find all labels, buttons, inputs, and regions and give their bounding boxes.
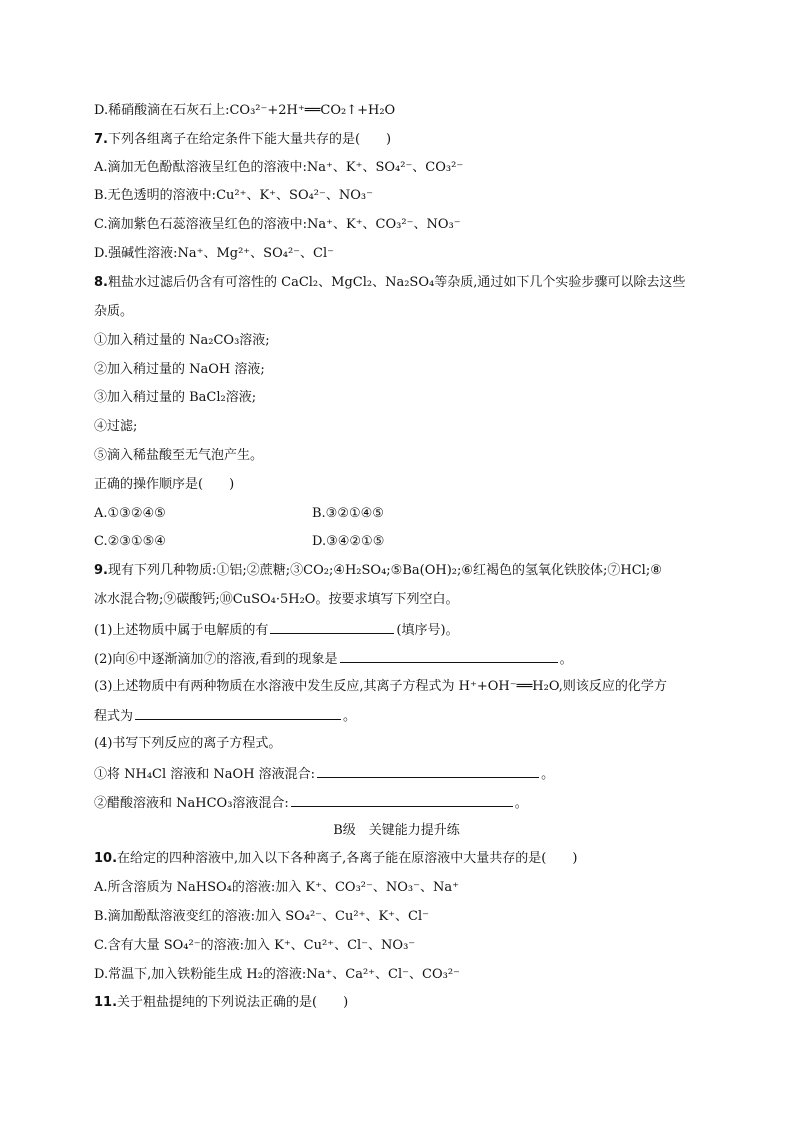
q8-stem-text-1: 粗盐水过滤后仍含有可溶性的 CaCl₂、MgCl₂、Na₂SO₄等杂质,通过如下几个实验步骤可以除去这些 xyxy=(107,275,686,290)
q9-part-2 xyxy=(94,648,573,670)
q10-option-d: D.常温下,加入铁粉能生成 H₂的溶液:Na⁺、Ca²⁺、Cl⁻、CO₃²⁻ xyxy=(94,967,460,982)
q8-step-5: ⑤滴入稀盐酸至无气泡产生。 xyxy=(94,448,264,463)
q10-option-a: A.所含溶质为 NaHSO₄的溶液:加入 K⁺、CO₃²⁻、NO₃⁻、Na⁺ xyxy=(94,880,459,895)
q8-option-a: A.①③②④⑤ xyxy=(94,506,166,521)
q8-option-c: C.②③①⑤④ xyxy=(94,534,166,549)
q9-part-4b-text: ②醋酸溶液和 NaHCO₃溶液混合: xyxy=(94,796,289,811)
q9-part-2-suffix: 。 xyxy=(559,652,573,667)
section-heading: B级 关键能力提升练 xyxy=(333,823,460,838)
q8-option-b: B.③②①④⑤ xyxy=(312,506,384,521)
q8-step-4: ④过滤; xyxy=(94,419,138,434)
q10-stem-text: 在给定的四种溶液中,加入以下各种离子,各离子能在原溶液中大量共存的是( ) xyxy=(117,851,578,866)
q8-option-d: D.③④②①⑤ xyxy=(312,534,385,549)
q8-stem-text-2: 杂质。 xyxy=(94,304,134,319)
q9-part-4b-suffix: 。 xyxy=(514,796,528,811)
q9-part-3-line-2 xyxy=(94,705,356,727)
q9-part-3-suffix: 。 xyxy=(343,709,357,724)
q7-option-a: A.滴加无色酚酞溶液呈红色的溶液中:Na⁺、K⁺、SO₄²⁻、CO₃²⁻ xyxy=(94,160,464,175)
q9-part-2-blank[interactable] xyxy=(340,648,558,663)
q10-stem xyxy=(94,849,577,869)
q9-part-3-prefix: 程式为 xyxy=(94,709,134,724)
q8-ask: 正确的操作顺序是( ) xyxy=(94,477,235,492)
q9-part-3: (3)上述物质中有两种物质在水溶液中发生反应,其离子方程式为 H⁺+OH⁻══H₂O,则该反应的化学方 xyxy=(94,679,667,694)
q11-number: 11. xyxy=(94,995,118,1010)
q9-part-1-blank[interactable] xyxy=(270,619,394,634)
q8-options-row-1 xyxy=(94,504,384,524)
q9-part-1-suffix: (填序号)。 xyxy=(396,623,459,638)
q11-stem xyxy=(94,993,348,1013)
q9-part-4a-suffix: 。 xyxy=(541,767,555,782)
q9-part-4a-text: ①将 NH₄Cl 溶液和 NaOH 溶液混合: xyxy=(94,767,316,782)
q10-number: 10. xyxy=(94,851,118,866)
q8-stem xyxy=(94,273,685,293)
q9-stem-text-1: 现有下列几种物质:①铝;②蔗糖;③CO₂;④H₂SO₄;⑤Ba(OH)₂;⑥红褐色的氢氧化铁胶体;⑦HCl;⑧ xyxy=(107,563,662,578)
q7-stem-text: 下列各组离子在给定条件下能大量共存的是( ) xyxy=(107,132,392,147)
q8-step-3: ③加入稍过量的 BaCl₂溶液; xyxy=(94,390,257,405)
q9-part-4a xyxy=(94,763,554,785)
q9-part-1 xyxy=(94,619,459,641)
q10-option-c: C.含有大量 SO₄²⁻的溶液:加入 K⁺、Cu²⁺、Cl⁻、NO₃⁻ xyxy=(94,938,416,953)
q7-option-d: D.强碱性溶液:Na⁺、Mg²⁺、SO₄²⁻、Cl⁻ xyxy=(94,246,334,261)
q6-option-d: D.稀硝酸滴在石灰石上:CO₃²⁻+2H⁺══CO₂↑+H₂O xyxy=(94,103,396,118)
q9-stem-text-2: 冰水混合物;⑨碳酸钙;⑩CuSO₄·5H₂O。按要求填写下列空白。 xyxy=(94,592,459,607)
q7-option-b: B.无色透明的溶液中:Cu²⁺、K⁺、SO₄²⁻、NO₃⁻ xyxy=(94,188,373,203)
q8-number: 8. xyxy=(94,275,108,290)
q9-stem xyxy=(94,561,662,581)
q8-step-2: ②加入稍过量的 NaOH 溶液; xyxy=(94,362,265,377)
q9-part-2-text: (2)向⑥中逐渐滴加⑦的溶液,看到的现象是 xyxy=(94,652,338,667)
q9-part-4b-blank[interactable] xyxy=(291,792,513,807)
q9-part-4b xyxy=(94,792,528,814)
q9-part-1-text: (1)上述物质中属于电解质的有 xyxy=(94,623,269,638)
q7-number: 7. xyxy=(94,132,108,147)
q7-option-c: C.滴加紫色石蕊溶液呈红色的溶液中:Na⁺、K⁺、CO₃²⁻、NO₃⁻ xyxy=(94,217,461,232)
q9-part-3-blank[interactable] xyxy=(135,705,341,720)
q7-stem xyxy=(94,130,391,150)
q8-step-1: ①加入稍过量的 Na₂CO₃溶液; xyxy=(94,333,270,348)
q9-number: 9. xyxy=(94,563,108,578)
q10-option-b: B.滴加酚酞溶液变红的溶液:加入 SO₄²⁻、Cu²⁺、K⁺、Cl⁻ xyxy=(94,909,429,924)
q8-options-row-2 xyxy=(94,532,385,552)
q9-part-4: (4)书写下列反应的离子方程式。 xyxy=(94,736,282,751)
q9-part-4a-blank[interactable] xyxy=(317,763,539,778)
q11-stem-text: 关于粗盐提纯的下列说法正确的是( ) xyxy=(117,995,349,1010)
